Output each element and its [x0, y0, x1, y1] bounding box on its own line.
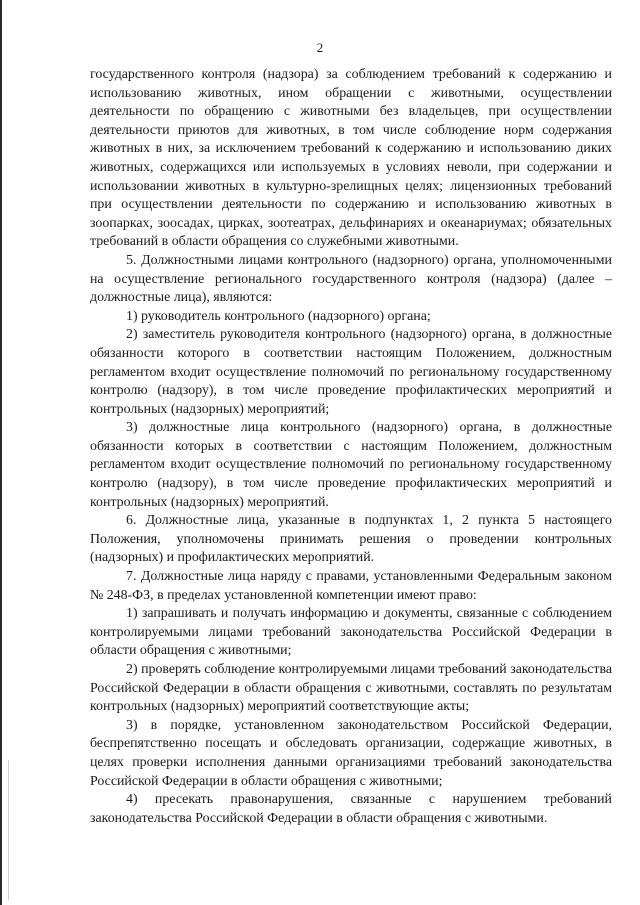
page-number: 2: [316, 40, 324, 55]
paragraph-subitem-7-2: 2) проверять соблюдение контролируемыми лицами требований законодательства Российской Федерации в области обращения с животными, составлять по результатам контрольных (надзорных) мероприятий соответствующие акты;: [90, 662, 612, 715]
paragraph-subitem-5-2: 2) заместитель руководителя контрольного (надзорного) органа, в должностные обязанности которого в соответствии настоящим Положением, должностным регламентом входит осуществление полномочий по региональному государственному контролю (надзору), в том числе проведение профилактических мероприятий и контрольных (надзорных) мероприятий;: [90, 327, 612, 417]
paragraph-subitem-5-1: 1) руководитель контрольного (надзорного) органа;: [126, 308, 431, 324]
paragraph-subitem-7-1: 1) запрашивать и получать информацию и документы, связанные с соблюдением контролируемыми лицами требований законодательства Российской Федерации в области обращения с животными;: [90, 606, 612, 659]
paragraph-item-5: 5. Должностными лицами контрольного (надзорного) органа, уполномоченными на осуществление регионального государственного контроля (надзора) (далее – должностные лица), являются:: [90, 252, 612, 306]
paragraph-subitem-7-4: 4) пресекать правонарушения, связанные с нарушением требований законодательства Российской Федерации в области обращения с животными.: [90, 792, 612, 826]
scan-page-edge: [0, 0, 2, 905]
paragraph-item-6: 6. Должностные лица, указанные в подпунктах 1, 2 пункта 5 настоящего Положения, уполномочены принимать решения о проведении контрольных (надзорных) и профилактических мероприятий.: [90, 513, 612, 566]
paragraph-subitem-7-3: 3) в порядке, установленном законодательством Российской Федерации, беспрепятственно посещать и обследовать организации, содержащие животных, в целях проверки исполнения данными организациями требований законодательства Российской Федерации в области обращения с животными;: [90, 717, 612, 789]
paragraph-continuation: государственного контроля (надзора) за соблюдением требований к содержанию и использованию животных, ином обращении с животными, осуществлении деятельности по обращению с животными без владельцев, при осуществлении деятельности приютов для животных, в том числе соблюдение норм содержания животных в них, за исключением требований к содержанию и использованию диких животных, содержащихся или используемых в условиях неволи, при содержании и использовании животных в культурно-зрелищных целях; лицензионных требований при осуществлении деятельности по содержанию и использованию животных в зоопарках, зоосадах, цирках, зоотеатрах, дельфинариях и океанариумах; обязательных требований в области обращения со служебными животными.: [90, 67, 612, 250]
paragraph-item-7: 7. Должностные лица наряду с правами, установленными Федеральным законом № 248-ФЗ, в пределах установленной компетенции имеют право:: [90, 569, 612, 603]
document-body: [90, 66, 612, 828]
scan-artifact-line: [8, 760, 9, 900]
paragraph-subitem-5-3: 3) должностные лица контрольного (надзорного) органа, в должностные обязанности которых в соответствии с настоящим Положением, должностным регламентом входит осуществление полномочий по региональному государственному контролю (надзору), в том числе проведение профилактических мероприятий и контрольных (надзорных) мероприятий.: [90, 420, 612, 510]
